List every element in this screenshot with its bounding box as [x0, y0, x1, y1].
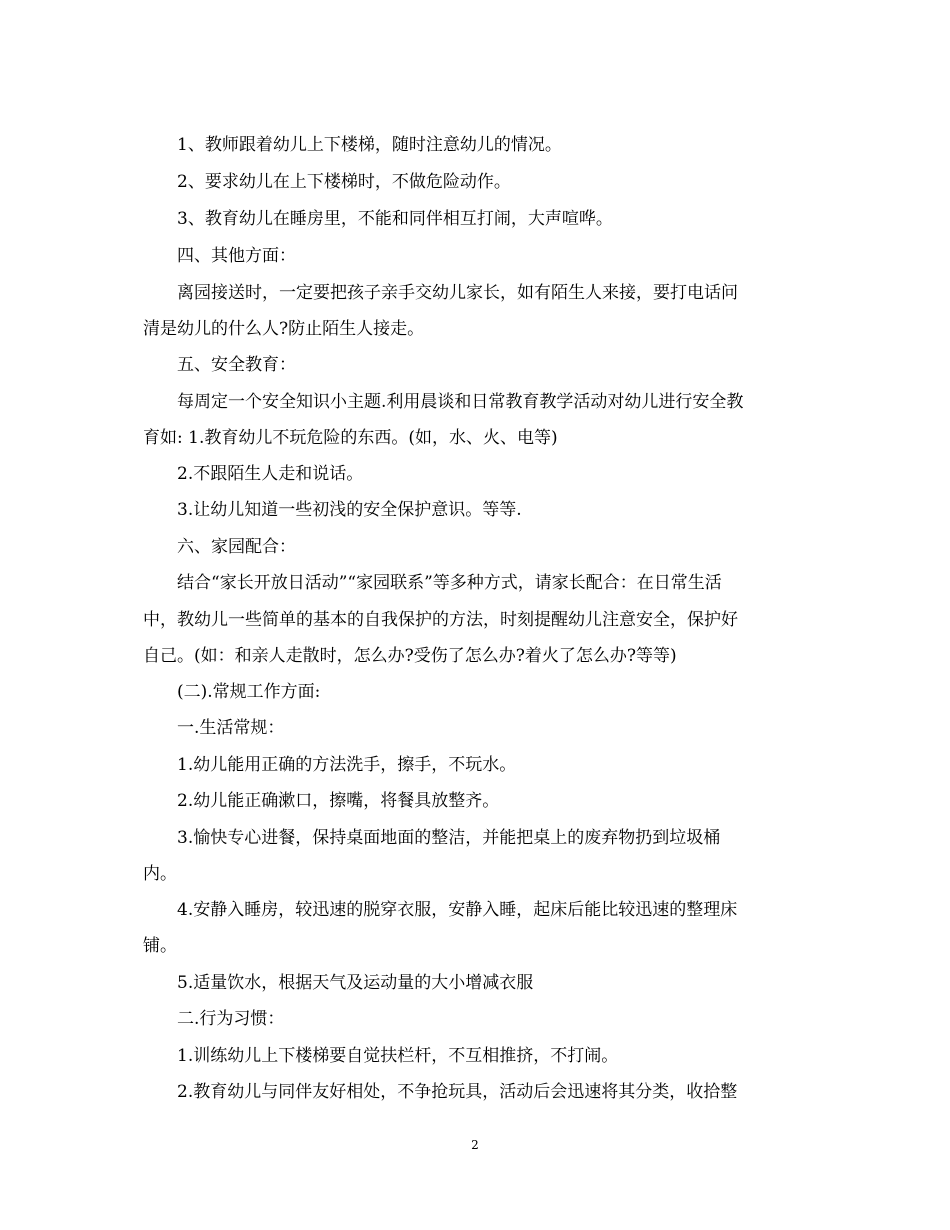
paragraph-line: 内。: [143, 864, 177, 884]
paragraph-line: 2.教育幼儿与同伴友好相处，不争抢玩具，活动后会迅速将其分类，收拾整: [177, 1082, 738, 1102]
paragraph-line: 4.安静入睡房，较迅速的脱穿衣服，安静入睡，起床后能比较迅速的整理床: [177, 900, 738, 920]
paragraph-line: 每周定一个安全知识小主题.利用晨谈和日常教育教学活动对幼儿进行安全教: [177, 392, 744, 412]
section-heading: 四、其他方面：: [177, 246, 296, 266]
paragraph-line: 2.不跟陌生人走和说话。: [177, 464, 364, 484]
paragraph-line: 3.让幼儿知道一些初浅的安全保护意识。等等.: [177, 500, 522, 520]
section-heading: (二).常规工作方面:: [177, 682, 321, 702]
paragraph-line: 5.适量饮水，根据天气及运动量的大小增减衣服: [177, 973, 534, 993]
paragraph-line: 中，教幼儿一些简单的基本的自我保护的方法，时刻提醒幼儿注意安全，保护好: [143, 610, 738, 630]
section-heading: 五、安全教育：: [177, 355, 296, 375]
section-heading: 六、家园配合：: [177, 537, 296, 557]
section-heading: 一.生活常规：: [177, 718, 285, 738]
paragraph-line: 1.幼儿能用正确的方法洗手，擦手，不玩水。: [177, 755, 517, 775]
paragraph-line: 2、要求幼儿在上下楼梯时，不做危险动作。: [177, 172, 511, 192]
paragraph-line: 清是幼儿的什么人?防止陌生人接走。: [143, 319, 425, 339]
paragraph-line: 结合“家长开放日活动”“家园联系”等多种方式，请家长配合：在日常生活: [177, 573, 722, 593]
paragraph-line: 自己。(如：和亲人走散时，怎么办?受伤了怎么办?着火了怎么办?等等): [143, 646, 677, 666]
section-heading: 二.行为习惯：: [177, 1009, 285, 1029]
paragraph-line: 铺。: [143, 936, 177, 956]
paragraph-line: 1、教师跟着幼儿上下楼梯，随时注意幼儿的情况。: [177, 135, 562, 155]
paragraph-line: 3.愉快专心进餐，保持桌面地面的整洁，并能把桌上的废弃物扔到垃圾桶: [177, 828, 721, 848]
page-number: 2: [471, 1138, 479, 1152]
paragraph-line: 离园接送时，一定要把孩子亲手交幼儿家长，如有陌生人来接，要打电话问: [177, 283, 738, 303]
paragraph-line: 育如: 1.教育幼儿不玩危险的东西。(如，水、火、电等): [143, 428, 558, 448]
paragraph-line: 3、教育幼儿在睡房里，不能和同伴相互打闹，大声喧哗。: [177, 209, 613, 229]
paragraph-line: 1.训练幼儿上下楼梯要自觉扶栏杆，不互相推挤，不打闹。: [177, 1046, 619, 1066]
paragraph-line: 2.幼儿能正确漱口，擦嘴，将餐具放整齐。: [177, 791, 500, 811]
